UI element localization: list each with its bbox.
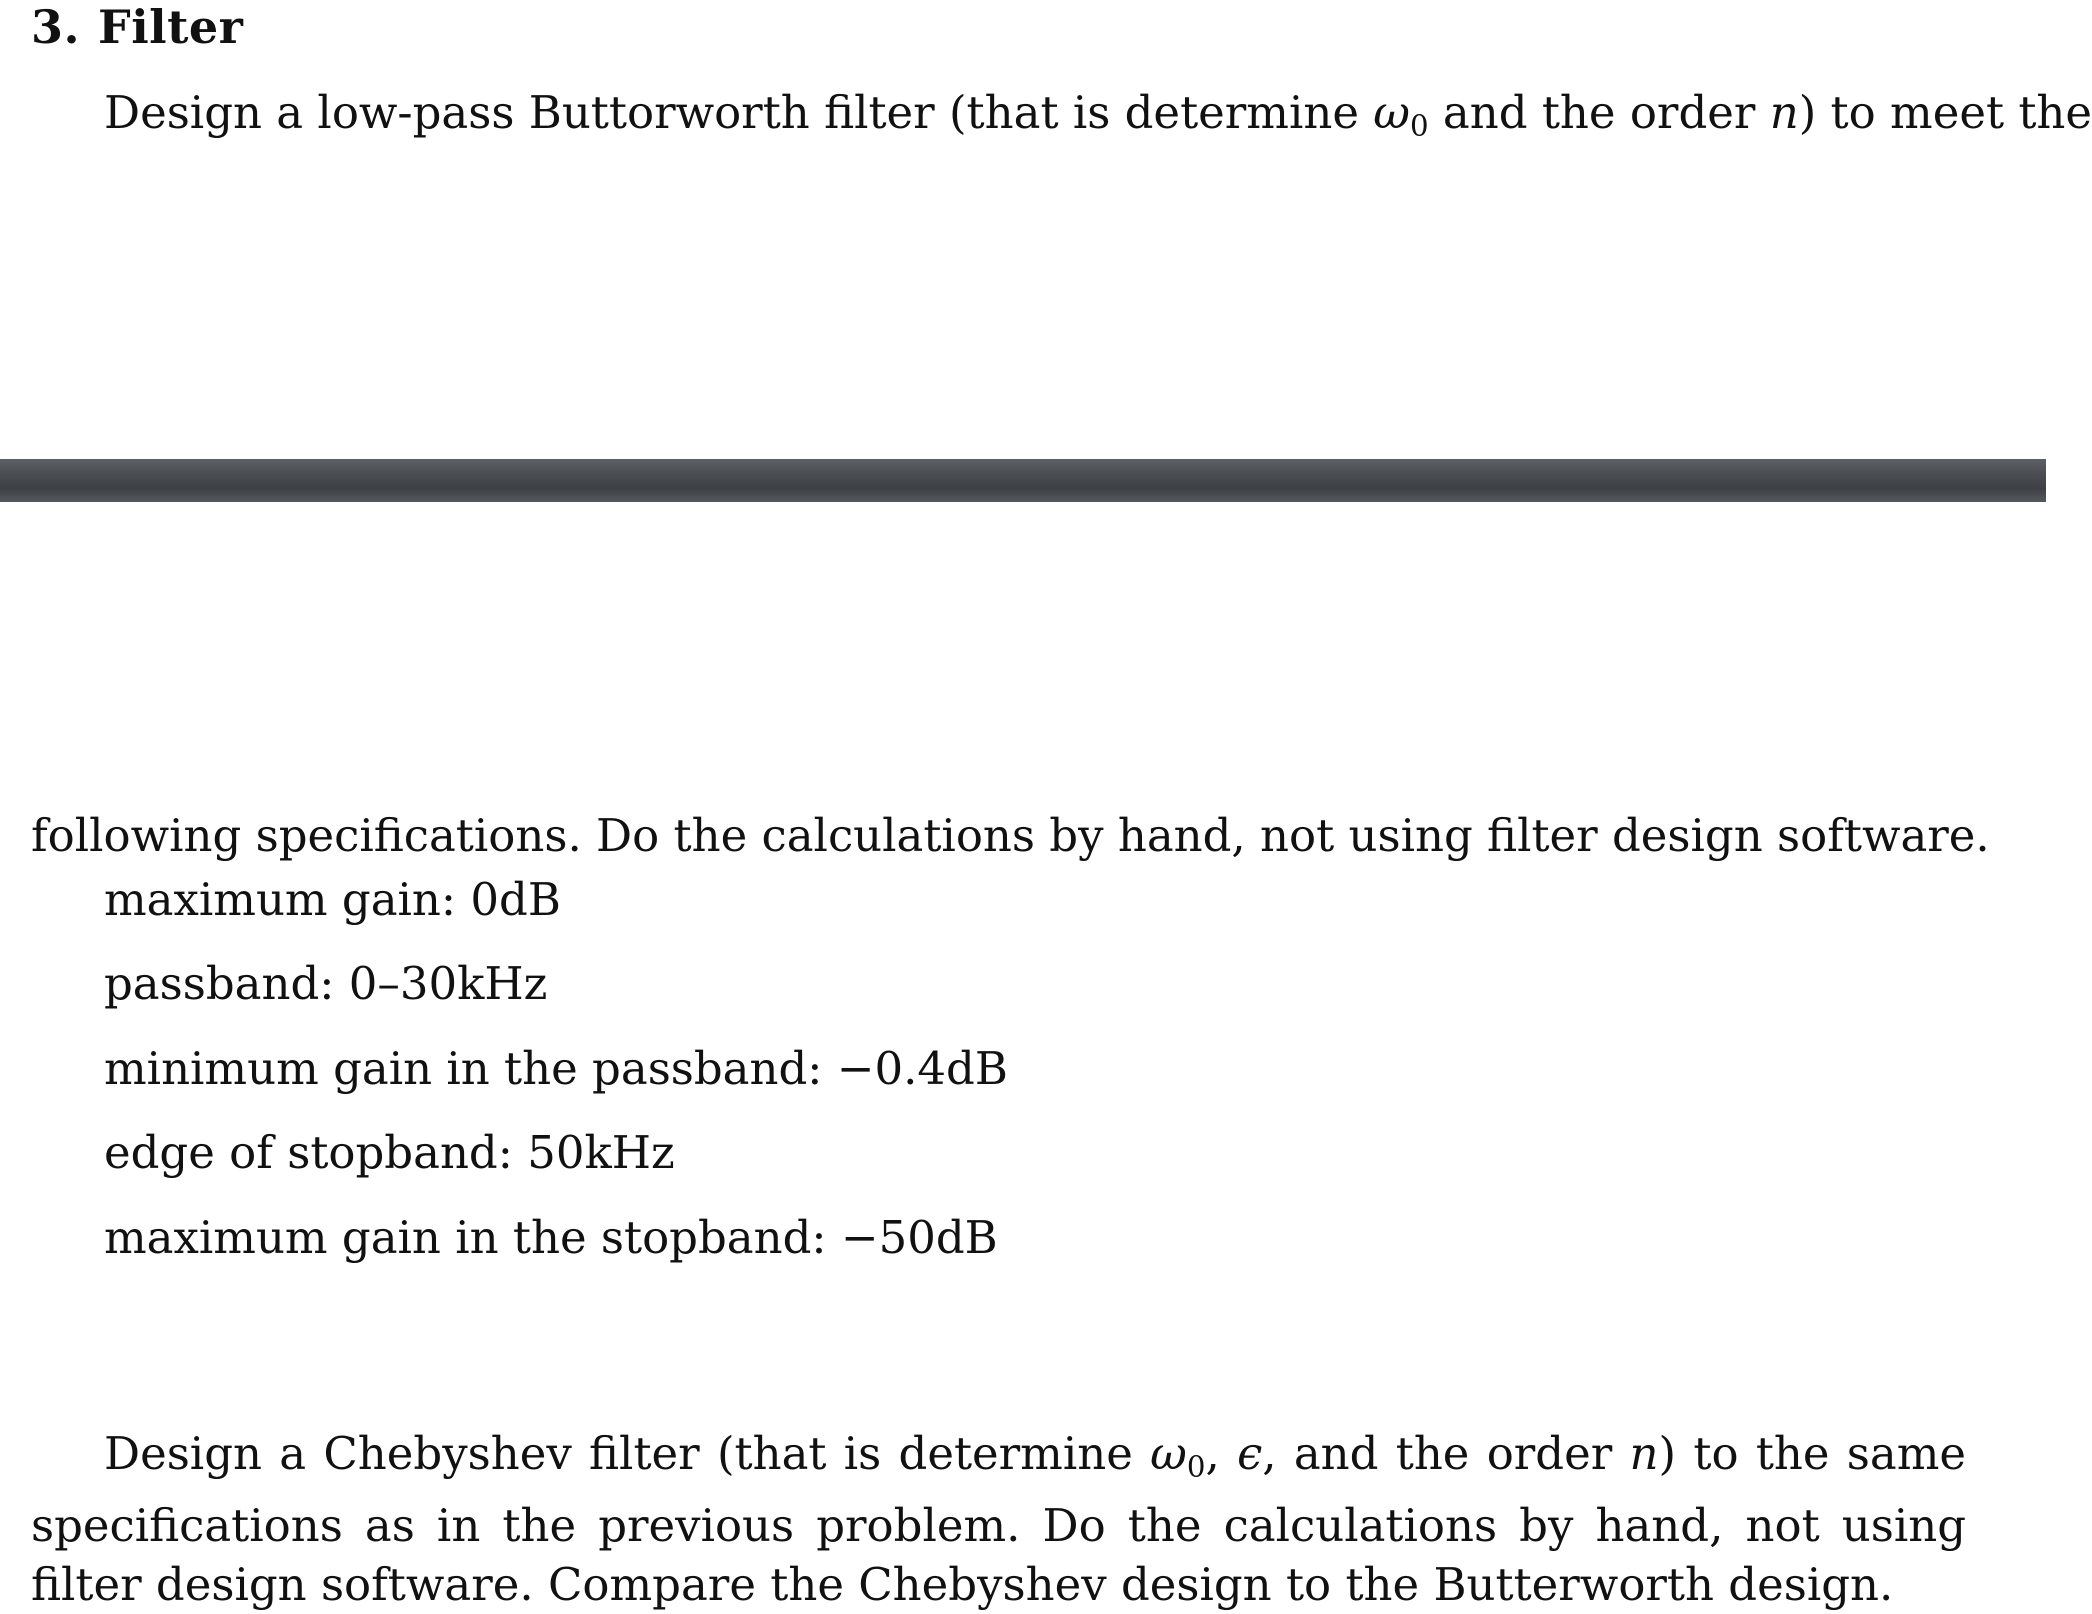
spec-max-gain <box>104 873 561 926</box>
spec-max-stopband-gain <box>104 1211 998 1264</box>
intro-text-middle: and the order <box>1428 86 1770 139</box>
epsilon-symbol: ϵ <box>1237 1427 1263 1480</box>
spec-value: −50dB <box>840 1211 998 1264</box>
spec-passband <box>104 957 548 1010</box>
spec-value: −0.4dB <box>836 1042 1008 1095</box>
chebyshev-paragraph <box>31 1424 1966 1614</box>
problem-number: 3. <box>31 0 81 54</box>
omega-subscript: 0 <box>1186 1449 1206 1484</box>
problem-heading <box>31 0 243 54</box>
intro-text-end: ) to meet the <box>1798 86 2092 139</box>
omega-symbol: ω <box>1373 86 1410 139</box>
omega-subscript: 0 <box>1409 108 1429 143</box>
spec-label: edge of stopband: <box>104 1126 513 1179</box>
chebyshev-comma: , <box>1205 1427 1238 1480</box>
order-symbol: n <box>1769 86 1799 139</box>
intro-line-1 <box>104 86 2092 143</box>
spec-label: minimum gain in the passband: <box>104 1042 823 1095</box>
spec-value: 0–30kHz <box>348 957 548 1010</box>
chebyshev-text-start: Design a Chebyshev filter (that is determine <box>104 1427 1151 1480</box>
spec-min-passband-gain <box>104 1042 1008 1095</box>
intro-line-2: following specifications. Do the calculations by hand, not using filter design software. <box>31 809 1990 862</box>
intro-text-start: Design a low-pass Buttorworth filter (that is determine <box>104 86 1374 139</box>
spec-label: maximum gain in the stopband: <box>104 1211 827 1264</box>
problem-title: Filter <box>98 0 244 54</box>
spec-value: 50kHz <box>527 1126 675 1179</box>
page-divider-bar <box>0 459 2046 502</box>
spec-label: maximum gain: <box>104 873 457 926</box>
chebyshev-text-end: ) to the same specifications as in the previous problem. Do the calculations by hand, not using filter design software. Compare the Chebyshev design to the Butterworth design. <box>31 1427 1967 1612</box>
omega-symbol: ω <box>1150 1427 1187 1480</box>
order-symbol: n <box>1629 1427 1659 1480</box>
spec-label: passband: <box>104 957 335 1010</box>
chebyshev-text-middle: , and the order <box>1262 1427 1630 1480</box>
spec-value: 0dB <box>470 873 561 926</box>
spec-stopband-edge <box>104 1126 675 1179</box>
